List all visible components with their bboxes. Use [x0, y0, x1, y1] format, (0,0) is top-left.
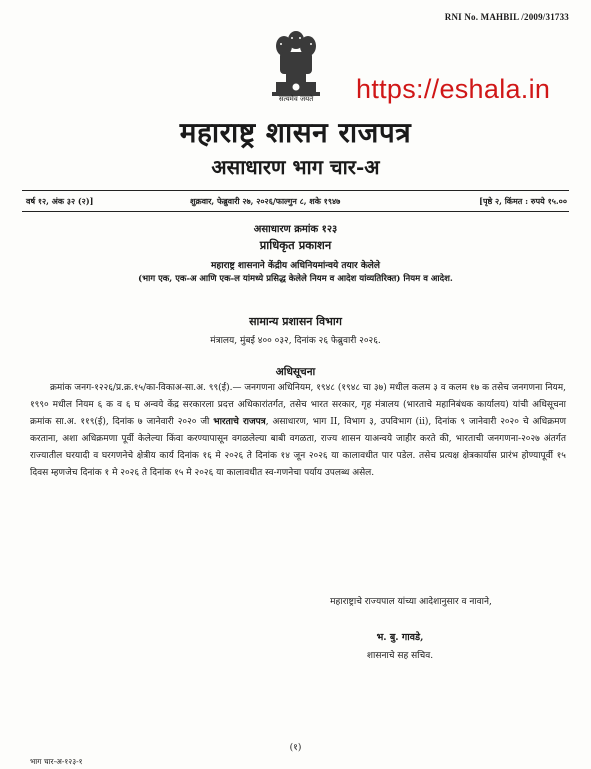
notification-heading: अधिसूचना	[275, 366, 316, 378]
parts-line: (भाग एक, एक-अ आणि एक-ल यांमध्ये प्रसिद्ध केलेले नियम व आदेश यांव्यतिरिक्त) नियम व आदेश.	[138, 274, 453, 284]
gazette-title: महाराष्ट्र शासन राजपत्र	[179, 116, 412, 149]
meta-bar	[22, 190, 569, 212]
publication-date: शुक्रवार, फेब्रुवारी २७, २०२६/फाल्गुन ८, शके १९४७	[190, 196, 341, 206]
signatory-title: शासनाचे सह सचिव.	[366, 651, 434, 661]
authority-line: प्राधिकृत प्रकाशन	[259, 238, 332, 252]
watermark-url[interactable]: https://eshala.in	[356, 74, 551, 104]
page-number: (१)	[289, 743, 302, 753]
gazette-reference: भारताचे राजपत्र	[213, 417, 266, 427]
order-line: महाराष्ट्राचे राज्यपाल यांच्या आदेशानुसार व नावाने,	[330, 597, 492, 607]
body-part-1: क्रमांक जनग-१२२६/प्र.क्र.१५/का-विकाअ-सा.अ. ९९(ई).— जनगणना अधिनियम, १९४८ (१९४८ चा ३७) मधील कलम ३ व कलम १७ क तसेच जनगणना नियम, १९९० मधील नियम ६ क व ६ घ अन्वये केंद्र सरकारला प्रदत्त अधिकारांतर्गत, तसेच भारत सरकार, गृह मंत्रालय (भारताचे महानिबंधक कार्यालय) यांची अधिसूचना क्रमांक सा.अ. ११९(ई), दिनांक ७ जानेवारी २०२० जी	[30, 383, 566, 427]
notification-body	[30, 380, 566, 482]
body-part-2: , असाधारण, भाग II, विभाग ३, उपविभाग (ii), दिनांक ९ जानेवारी २०२० चे अधिक्रमण करताना, अशा अधिक्रमणा पूर्वी केलेल्या किंवा करण्यापासून वगळलेल्या बाबी वगळता, राज्य शासन याअन्वये जाहीर करते की, भारताची जनगणना-२०२७ अंतर्गत राज्यातील घरयादी व घरगणनेचे क्षेत्रीय कार्य दिनांक १६ मे २०२६ ते दिनांक १४ जून २०२६ या कालावधीत पार पडेल. तसेच प्रत्यक्ष क्षेत्रकार्यास प्रारंभ होण्यापूर्वी १५ दिवस म्हणजेच दिनांक १ मे २०२६ ते दिनांक १५ मे २०२६ या कालावधीत स्व-गणनेचा पर्याय उपलब्ध असेल.	[30, 417, 566, 478]
department-address: मंत्रालय, मुंबई ४०० ०३२, दिनांक २६ फेब्रुवारी २०२६.	[210, 336, 381, 346]
footer-code: भाग चार-अ-१२३-१	[30, 757, 83, 766]
department-name: सामान्य प्रशासन विभाग	[249, 315, 342, 328]
prepared-line: महाराष्ट्र शासनाने केंद्रीय अधिनियमांन्वये तयार केलेले	[211, 261, 380, 271]
signatory-name: भ. बु. गावडे,	[376, 632, 424, 643]
volume-issue: वर्ष १२, अंक ३२ (२)]	[26, 196, 94, 206]
pages-price: [पृष्ठे २, किंमत : रुपये १५.००	[479, 196, 567, 206]
gazette-subtitle: असाधारण भाग चार-अ	[211, 155, 380, 179]
extraordinary-number: असाधारण क्रमांक १२३	[253, 224, 338, 235]
emblem-motto: सत्यमेव जयते	[278, 95, 314, 103]
rni-number: RNI No. MAHBIL /2009/31733	[444, 12, 569, 22]
